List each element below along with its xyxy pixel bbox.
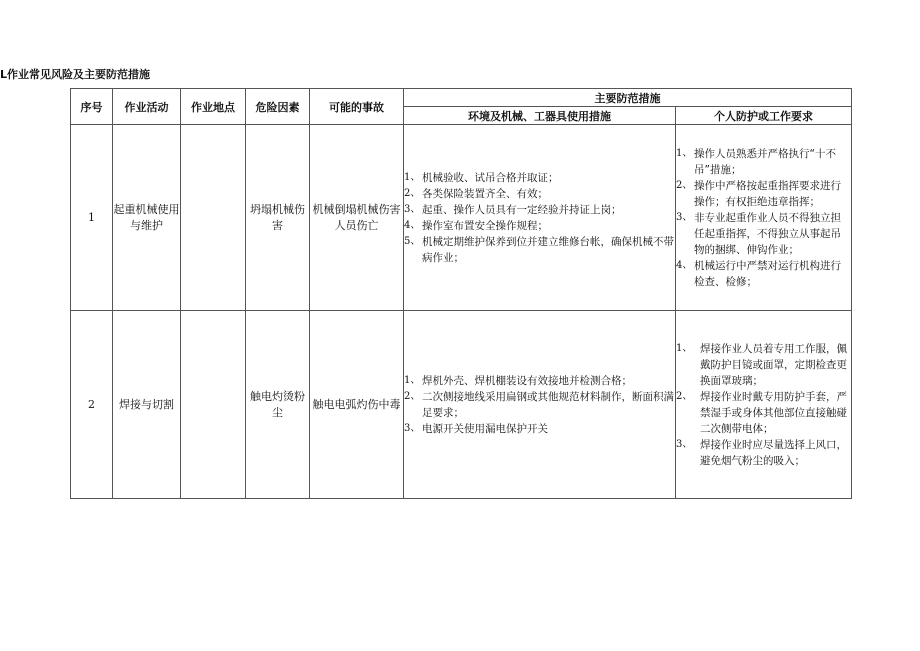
- measure-list: [404, 170, 675, 266]
- measure-text: 焊接作业时戴专用防护手套，严禁湿手或身体其他部位直接触碰二次侧带电体；: [700, 390, 847, 435]
- cell-seq: 2: [71, 311, 113, 499]
- measure-number: 1、: [404, 374, 421, 386]
- measure-text: 机械定期维护保养到位并建立维修台帐，确保机械不带病作业；: [422, 235, 674, 264]
- measure-text: 焊机外壳、焊机棚装设有效接地并检测合格；: [422, 374, 632, 387]
- cell-activity: 起重机械使用与维护: [113, 125, 181, 311]
- measure-item: [676, 146, 851, 178]
- measure-text: 电源开关使用漏电保护开关: [422, 422, 548, 435]
- measure-item: [404, 389, 675, 421]
- cell-env-measures: [404, 125, 676, 311]
- measure-text: 机械运行中严禁对运行机构进行检查、检修；: [694, 259, 841, 288]
- measure-item: [676, 210, 851, 258]
- measure-item: [676, 341, 851, 389]
- cell-hazard: 触电灼烫粉尘: [246, 311, 310, 499]
- header-activity: 作业活动: [113, 89, 181, 125]
- header-personal-protection: 个人防护或工作要求: [676, 107, 852, 125]
- measure-item: [404, 421, 675, 437]
- measure-number: 2、: [676, 179, 693, 191]
- cell-personal-measures: [676, 125, 852, 311]
- header-hazard: 危险因素: [246, 89, 310, 125]
- measure-item: [404, 170, 675, 186]
- cell-seq: 1: [71, 125, 113, 311]
- measure-number: 5、: [404, 235, 421, 247]
- measure-number: 4、: [404, 219, 421, 231]
- cell-hazard: 坍塌机械伤害: [246, 125, 310, 311]
- measure-item: [404, 234, 675, 266]
- measure-text: 二次侧接地线采用扁钢或其他规范材料制作，断面积满足要求；: [422, 390, 674, 419]
- measure-text: 焊接作业时应尽量选择上风口，避免烟气粉尘的吸入；: [700, 438, 847, 467]
- measure-number: 3、: [676, 438, 693, 450]
- cell-env-measures: [404, 311, 676, 499]
- measure-text: 操作人员熟悉并严格执行“十不吊”措施；: [694, 147, 836, 176]
- cell-location: [181, 125, 246, 311]
- document-title: L作业常见风险及主要防范措施: [0, 68, 151, 81]
- header-location: 作业地点: [181, 89, 246, 125]
- measure-text: 起重、操作人员具有一定经验并持证上岗；: [422, 203, 622, 216]
- measure-number: 3、: [404, 422, 421, 434]
- measure-text: 操作中严格按起重指挥要求进行操作；有权拒绝违章指挥；: [694, 179, 841, 208]
- measure-number: 2、: [676, 390, 693, 402]
- measure-list: [676, 341, 851, 469]
- measure-item: [404, 202, 675, 218]
- cell-personal-measures: [676, 311, 852, 499]
- measure-item: [676, 178, 851, 210]
- measure-number: 2、: [404, 390, 421, 402]
- measure-item: [676, 437, 851, 469]
- measure-text: 机械验收、试吊合格并取证；: [422, 171, 559, 184]
- measure-number: 1、: [676, 147, 693, 159]
- risk-table: [70, 88, 852, 499]
- measure-text: 非专业起重作业人员不得独立担任起重指挥，不得独立从事起吊物的捆绑、伸钩作业；: [694, 211, 841, 256]
- cell-accident: 机械倒塌机械伤害人员伤亡: [310, 125, 404, 311]
- measure-item: [676, 258, 851, 290]
- measure-number: 3、: [676, 211, 693, 223]
- table-row: [71, 125, 852, 311]
- measure-text: 各类保险装置齐全、有效；: [422, 187, 548, 200]
- measure-list: [676, 146, 851, 290]
- measure-number: 3、: [404, 203, 421, 215]
- measure-item: [404, 373, 675, 389]
- measure-number: 1、: [676, 342, 693, 354]
- measure-number: 1、: [404, 171, 421, 183]
- header-measures: 主要防范措施: [404, 89, 852, 107]
- measure-item: [676, 389, 851, 437]
- measure-text: 焊接作业人员着专用工作服，佩戴防护目镜或面罩，定期检查更换面罩玻璃；: [700, 342, 847, 387]
- measure-item: [404, 186, 675, 202]
- header-accident: 可能的事故: [310, 89, 404, 125]
- table-row: [71, 311, 852, 499]
- cell-accident: 触电电弧灼伤中毒: [310, 311, 404, 499]
- measure-list: [404, 373, 675, 437]
- header-env-measures: 环境及机械、工器具使用措施: [404, 107, 676, 125]
- cell-activity: 焊接与切割: [113, 311, 181, 499]
- measure-number: 4、: [676, 259, 693, 271]
- cell-location: [181, 311, 246, 499]
- header-seq: 序号: [71, 89, 113, 125]
- measure-number: 2、: [404, 187, 421, 199]
- measure-text: 操作室布置安全操作规程；: [422, 219, 548, 232]
- measure-item: [404, 218, 675, 234]
